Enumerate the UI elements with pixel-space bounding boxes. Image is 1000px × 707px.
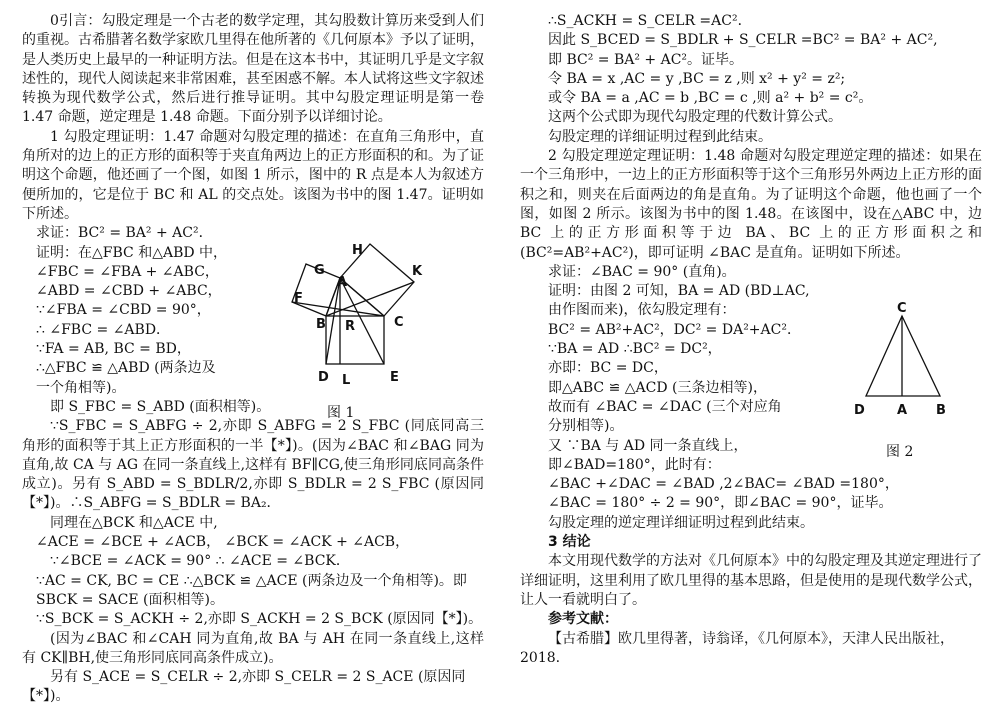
left-paragraph: ∠FBC = ∠FBA + ∠ABC， bbox=[36, 263, 219, 280]
right-paragraph: 即 BC² = BA² + AC²。证毕。 bbox=[548, 51, 744, 68]
right-paragraph: ∠BAC +∠DAC = ∠BAD ,2∠BAC= ∠BAD =180°， bbox=[548, 476, 899, 493]
left-paragraph: 证明：在△FBC 和△ABD 中， bbox=[36, 244, 228, 261]
left-paragraph: 1 勾股定理证明：1.47 命题对勾股定理的描述：在直角三角形中，直角所对的边上的正方形的面积等于夹直角两边上的正方形面积的和。为了证明这个命题，他还画了一个图，如图 1 所示，图中的 R 点是本人为叙述方便所加的，它是位于 BC 和 AL 的交点处。该图为书中的图 1.47。证明如下所述。 bbox=[22, 128, 484, 222]
right-paragraph: 或令 BA = a ,AC = b ,BC = c ,则 a² + b² = c²。 bbox=[548, 90, 873, 107]
right-paragraph: 证明：由图 2 可知，BA = AD (BD⊥AC, bbox=[548, 283, 810, 300]
left-paragraph: ∴△FBC ≌ △ABD (两条边及 bbox=[36, 360, 216, 377]
triangle-dbc bbox=[866, 316, 940, 396]
line-ad bbox=[326, 278, 340, 364]
right-paragraph: 即△ABC ≌ △ACD (三条边相等)， bbox=[548, 379, 767, 396]
left-paragraph: 同理在△BCK 和△ACE 中, bbox=[50, 514, 218, 531]
left-paragraph: 0引言：勾股定理是一个古老的数学定理，其勾股数计算历来受到人们的重视。古希腊著名数学家欧几里得在他所著的《几何原本》予以了证明，是人类历史上最早的一种证明方法。但是在这本书中，其证明几乎是文字叙述性的，现代人阅读起来非常困难，甚至困惑不解。本人试将这些文字叙述转换为现代数学公式，然后进行推导证明。其中勾股定理证明是第一卷 1.47 命题，逆定理是 1.48 命题。下面分别予以详细讨论。 bbox=[22, 13, 484, 126]
right-paragraph: 分别相等)。 bbox=[548, 418, 624, 435]
left-paragraph: ∵FA = AB, BC = BD， bbox=[36, 341, 191, 358]
right-paragraph: 亦即：BC = DC， bbox=[548, 360, 668, 377]
fig1-label-b: B bbox=[316, 317, 326, 332]
right-paragraph: 令 BA = x ,AC = y ,BC = z ,则 x² + y² = z²; bbox=[548, 70, 846, 87]
left-paragraph: ∵S_FBC = S_ABFG ÷ 2,亦即 S_ABFG = 2 S_FBC (同底同高三角形的面积等于其上正方形面积的一半【*】)。(因为∠BAC 和∠BAG 同为直角,故 CA 与 AG 在同一条直线上,这样有 BF∥CG,使三角形同底同高条件成立)。另有 S_ABD = S_BDLR/2,亦即 S_BDLR = 2 S_FBC (原因同【*】)。∴S_ABFG = S_BDLR = BA₂． bbox=[22, 418, 484, 512]
right-paragraph: BC² = AB²+AC²，DC² = DA²+AC²． bbox=[548, 321, 801, 338]
right-paragraph: 2 勾股定理逆定理证明：1.48 命题对勾股定理逆定理的描述：如果在一个三角形中，一边上的正方形面积等于这个三角形另外两边上正方形的面积之和，则夹在后面两边的角是直角。为了证明这个命题，他也画了一个图，如图 2 所示。该图为书中的图 1.48。在该图中，设在△ABC 中，边 BC 上的正方形面积等于边 BA、BC 上的正方形面积之和(BC²=AB²+AC²)，即可证明 ∠BAC 是直角。证明如下所述。 bbox=[520, 148, 982, 261]
right-paragraph: 故而有 ∠BAC = ∠DAC (三个对应角 bbox=[548, 398, 782, 415]
figure-2 bbox=[848, 296, 958, 426]
left-paragraph: 即 S_FBC = S_ABD (面积相等)。 bbox=[50, 398, 271, 415]
fig2-label-d: D bbox=[854, 403, 865, 418]
left-paragraph: 求证：BC² = BA² + AC²． bbox=[36, 225, 213, 242]
right-paragraph: 参考文献： bbox=[548, 611, 618, 628]
left-paragraph: ∵AC = CK, BC = CE ∴△BCK ≌ △ACE (两条边及一个角相等)。即 SBCK = SACE (面积相等)。 bbox=[36, 572, 467, 608]
fig1-label-f: F bbox=[294, 291, 303, 306]
left-paragraph: ∴ ∠FBC = ∠ABD． bbox=[36, 321, 171, 338]
fig1-label-g: G bbox=[314, 263, 325, 278]
figure-2-caption: 图 2 bbox=[886, 444, 914, 460]
fig1-label-d: D bbox=[318, 370, 329, 385]
fig1-label-h: H bbox=[352, 243, 363, 258]
fig1-label-e: E bbox=[390, 370, 399, 385]
right-paragraph: 又 ∵BA 与 AD 同一条直线上， bbox=[548, 437, 748, 454]
right-paragraph: 本文用现代数学的方法对《几何原本》中的勾股定理及其逆定理进行了详细证明，这里利用了欧几里得的基本思路，但是使用的是现代数学公式，让人一看就明白了。 bbox=[520, 553, 982, 608]
left-paragraph: ∵∠BCE = ∠ACK = 90° ∴ ∠ACE = ∠BCK． bbox=[50, 553, 350, 570]
right-paragraph: 即∠BAD=180°，此时有： bbox=[548, 456, 721, 473]
fig1-label-l: L bbox=[342, 373, 351, 388]
right-paragraph: ∠BAC = 180° ÷ 2 = 90°，即∠BAC = 90°，证毕。 bbox=[548, 495, 893, 512]
right-paragraph: 【古希腊】欧几里得著，诗翁译，《几何原本》，天津人民出版社，2018. bbox=[520, 630, 954, 666]
left-paragraph: ∠ACE = ∠BCE + ∠ACB， ∠BCK = ∠ACK + ∠ACB， bbox=[36, 534, 410, 551]
left-paragraph: ∠ABD = ∠CBD + ∠ABC， bbox=[36, 283, 222, 300]
left-paragraph: ∵S_BCK = S_ACKH ÷ 2,亦即 S_ACKH = 2 S_BCK (原因同【*】)。 bbox=[36, 611, 483, 628]
right-paragraph: 这两个公式即为现代勾股定理的代数计算公式。 bbox=[548, 109, 842, 126]
left-paragraph: (因为∠BAC 和∠CAH 同为直角,故 BA 与 AH 在同一条直线上,这样有 CK∥BH,使三角形同底同高条件成立)。 bbox=[22, 630, 484, 666]
left-paragraph: 一个角相等)。 bbox=[36, 379, 126, 396]
figure-1 bbox=[290, 236, 440, 396]
fig1-label-c: C bbox=[394, 315, 404, 330]
right-paragraph: 3 结论 bbox=[548, 534, 591, 551]
figure-1-caption: 图 1 bbox=[327, 405, 355, 421]
right-paragraph: 由作图而来)，依勾股定理有： bbox=[548, 302, 736, 319]
right-paragraph: 勾股定理的详细证明过程到此结束。 bbox=[548, 128, 772, 145]
fig2-label-b: B bbox=[936, 403, 946, 418]
fig1-label-r: R bbox=[345, 319, 356, 334]
right-paragraph: 求证：∠BAC = 90° (直角)。 bbox=[548, 263, 736, 280]
fig1-label-a: A bbox=[337, 275, 348, 290]
left-paragraph: ∵∠FBA = ∠CBD = 90°， bbox=[36, 302, 211, 319]
fig2-label-a: A bbox=[897, 403, 908, 418]
fig2-label-c: C bbox=[897, 301, 907, 316]
right-paragraph: 因此 S_BCED = S_BDLR + S_CELR =BC² = BA² + AC², bbox=[548, 32, 938, 49]
left-paragraph: 另有 S_ACE = S_CELR ÷ 2,亦即 S_CELR = 2 S_ACE (原因同【*】)。 bbox=[22, 669, 466, 705]
right-paragraph: ∴S_ACKH = S_CELR =AC²． bbox=[548, 13, 752, 29]
right-paragraph: ∵BA = AD ∴BC² = DC²， bbox=[548, 341, 722, 358]
fig1-label-k: K bbox=[412, 264, 423, 279]
right-paragraph: 勾股定理的逆定理详细证明过程到此结束。 bbox=[548, 514, 814, 531]
